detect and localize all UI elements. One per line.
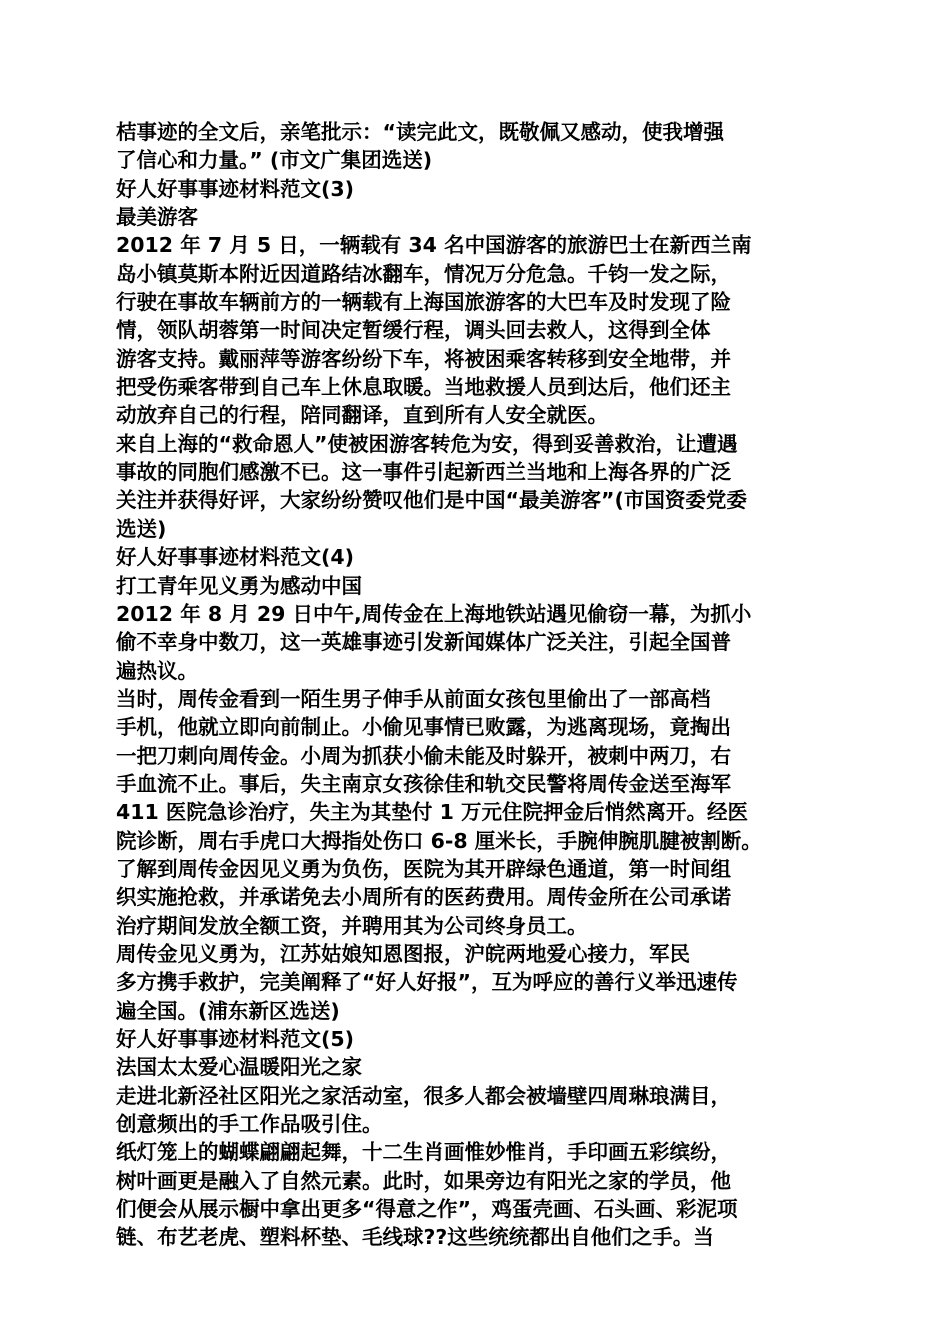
text-line: 情，领队胡蓉第一时间决定暂缓行程，调头回去救人，这得到全体: [116, 318, 711, 343]
text-line: 最美游客: [116, 205, 198, 230]
text-line: 动放弃自己的行程，陪同翻译，直到所有人安全就医。: [116, 403, 608, 428]
text-line: 织实施抢救，并承诺免去小周所有的医药费用。周传金所在公司承诺: [116, 885, 731, 910]
text-line: 遍全国。(浦东新区选送): [116, 998, 340, 1023]
text-line: 2012 年 7 月 5 日，一辆载有 34 名中国游客的旅游巴士在新西兰南: [116, 233, 752, 258]
text-line: 手机，他就立即向前制止。小偷见事情已败露，为逃离现场，竟掏出: [116, 715, 731, 740]
text-line: 岛小镇莫斯本附近因道路结冰翻车，情况万分危急。千钧一发之际，: [116, 261, 731, 286]
text-line: 了解到周传金因见义勇为负伤，医院为其开辟绿色通道，第一时间组: [116, 856, 731, 881]
text-line: 好人好事事迹材料范文(5): [116, 1027, 355, 1051]
text-line: 好人好事事迹材料范文(3): [116, 176, 355, 201]
text-line: 偷不幸身中数刀，这一英雄事迹引发新闻媒体广泛关注，引起全国普: [116, 630, 731, 655]
text-line: 走进北新泾社区阳光之家活动室，很多人都会被墙壁四周琳琅满目，: [116, 1083, 731, 1108]
text-line: 们便会从展示橱中拿出更多“得意之作”，鸡蛋壳画、石头画、彩泥项: [116, 1197, 738, 1222]
text-line: 关注并获得好评，大家纷纷赞叹他们是中国“最美游客”(市国资委党委: [116, 488, 747, 513]
text-line: 链、布艺老虎、塑料杯垫、毛线球??这些统统都出自他们之手。当: [116, 1225, 714, 1250]
text-line: 桔事迹的全文后，亲笔批示：“读完此文，既敬佩又感动，使我增强: [116, 120, 724, 144]
text-line: 多方携手救护，完美阐释了“好人好报”，互为呼应的善行义举迅速传: [116, 970, 738, 995]
text-line: 来自上海的“救命恩人”使被困游客转危为安，得到妥善救治，让遭遇: [116, 431, 738, 456]
text-line: 遍热议。: [116, 658, 198, 683]
text-line: 治疗期间发放全额工资，并聘用其为公司终身员工。: [116, 913, 588, 938]
text-line: 树叶画更是融入了自然元素。此时，如果旁边有阳光之家的学员，他: [116, 1168, 731, 1193]
text-line: 事故的同胞们感激不已。这一事件引起新西兰当地和上海各界的广泛: [116, 460, 731, 485]
text-line: 游客支持。戴丽萍等游客纷纷下车，将被困乘客转移到安全地带，并: [116, 346, 731, 371]
text-line: 当时，周传金看到一陌生男子伸手从前面女孩包里偷出了一部高档: [116, 686, 711, 711]
text-line: 创意频出的手工作品吸引住。: [116, 1112, 383, 1137]
text-line: 了信心和力量。” (市文广集团选送): [116, 148, 433, 173]
text-line: 把受伤乘客带到自己车上休息取暖。当地救援人员到达后，他们还主: [116, 375, 731, 400]
text-line: 一把刀刺向周传金。小周为抓获小偷未能及时躲开，被刺中两刀，右: [116, 743, 731, 768]
text-line: 打工青年见义勇为感动中国: [116, 573, 362, 598]
text-line: 法国太太爱心温暖阳光之家: [116, 1055, 362, 1080]
text-line: 2012 年 8 月 29 日中午,周传金在上海地铁站遇见偷窃一幕，为抓小: [116, 601, 752, 626]
text-line: 手血流不止。事后，失主南京女孩徐佳和轨交民警将周传金送至海军: [116, 771, 731, 796]
text-line: 选送): [116, 516, 167, 541]
text-line: 行驶在事故车辆前方的一辆载有上海国旅游客的大巴车及时发现了险: [116, 290, 731, 315]
text-line: 411 医院急诊治疗，失主为其垫付 1 万元住院押金后悄然离开。经医: [116, 800, 748, 825]
text-line: 周传金见义勇为，江苏姑娘知恩图报，沪皖两地爱心接力，军民: [116, 941, 690, 966]
text-line: 好人好事事迹材料范文(4): [116, 545, 355, 570]
text-line: 院诊断，周右手虎口大拇指处伤口 6-8 厘米长，手腕伸腕肌腱被割断。: [116, 828, 762, 853]
text-line: 纸灯笼上的蝴蝶翩翩起舞，十二生肖画惟妙惟肖，手印画五彩缤纷，: [116, 1140, 731, 1165]
document-body: [116, 118, 844, 1252]
